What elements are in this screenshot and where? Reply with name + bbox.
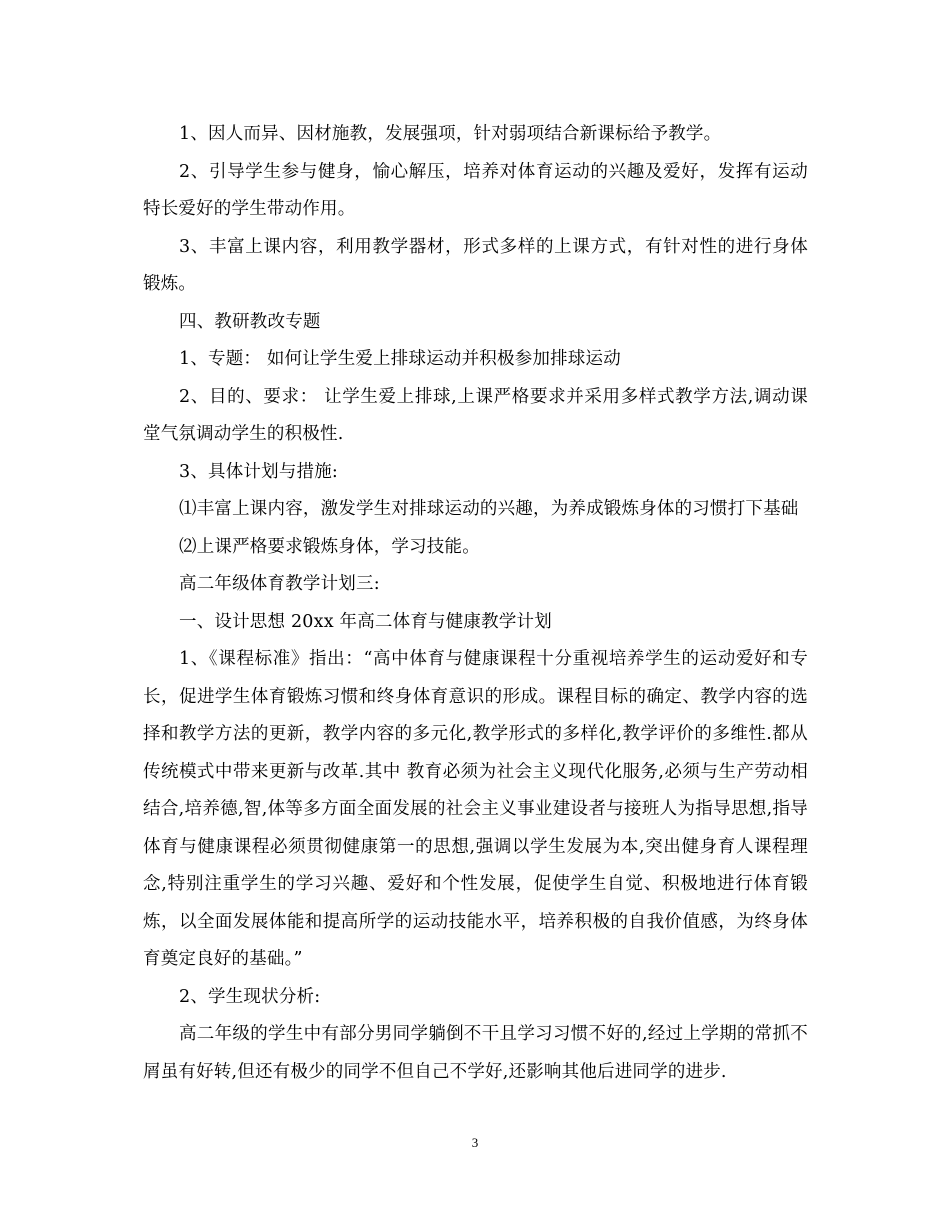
paragraph: ⑵上课严格要求锻炼身体，学习技能。	[179, 536, 480, 557]
page-number: 3	[471, 1135, 479, 1150]
section-heading: 四、教研教改专题	[179, 311, 321, 332]
paragraph: 1、因人而异、因材施教，发展强项，针对弱项结合新课标给予教学。	[179, 124, 722, 144]
paragraph: 1、专题： 如何让学生爱上排球运动并积极参加排球运动	[179, 349, 621, 369]
paragraph: 2、引导学生参与健身，愉心解压，培养对体育运动的兴趣及爱好，发挥有运动特长爱好的学生带动作用。	[143, 161, 808, 219]
paragraph: 1、《课程标准》指出：“高中体育与健康课程十分重视培养学生的运动爱好和专长，促进学生体育锻炼习惯和终身体育意识的形成。课程目标的确定、教学内容的选择和教学方法的更新，教学内容的多元化,教学形式的多样化,教学评价的多维性.都从传统模式中带来更新与改革.其中 教育必须为社会主义现代化服务,必须与生产劳动相结合,培养德,智,体等多方面全面发展的社会主义事业建设者与接班人为指导思想,指导体育与健康课程必须贯彻健康第一的思想,强调以学生发展为本,突出健身育人课程理念,特别注重学生的学习兴趣、爱好和个性发展，促使学生自觉、积极地进行体育锻炼，以全面发展体能和提高所学的运动技能水平，培养积极的自我价值感，为终身体育奠定良好的基础。”	[143, 649, 808, 969]
paragraph: 高二年级的学生中有部分男同学躺倒不干且学习习惯不好的,经过上学期的常抓不屑虽有好转,但还有极少的同学不但自己不学好,还影响其他后进同学的进步.	[143, 1024, 808, 1082]
section-heading: 高二年级体育教学计划三:	[179, 574, 380, 594]
paragraph: 2、学生现状分析:	[179, 986, 321, 1007]
paragraph: 3、具体计划与措施:	[179, 461, 339, 482]
paragraph: ⑴丰富上课内容，激发学生对排球运动的兴趣，为养成锻炼身体的习惯打下基础	[179, 499, 799, 519]
paragraph: 3、丰富上课内容，利用教学器材，形式多样的上课方式，有针对性的进行身体锻炼。	[143, 236, 808, 294]
document-body	[143, 116, 808, 1091]
paragraph: 2、目的、要求： 让学生爱上排球,上课严格要求并采用多样式教学方法,调动课堂气氛调动学生的积极性.	[143, 386, 808, 444]
section-heading: 一、设计思想 20xx 年高二体育与健康教学计划	[179, 611, 552, 632]
